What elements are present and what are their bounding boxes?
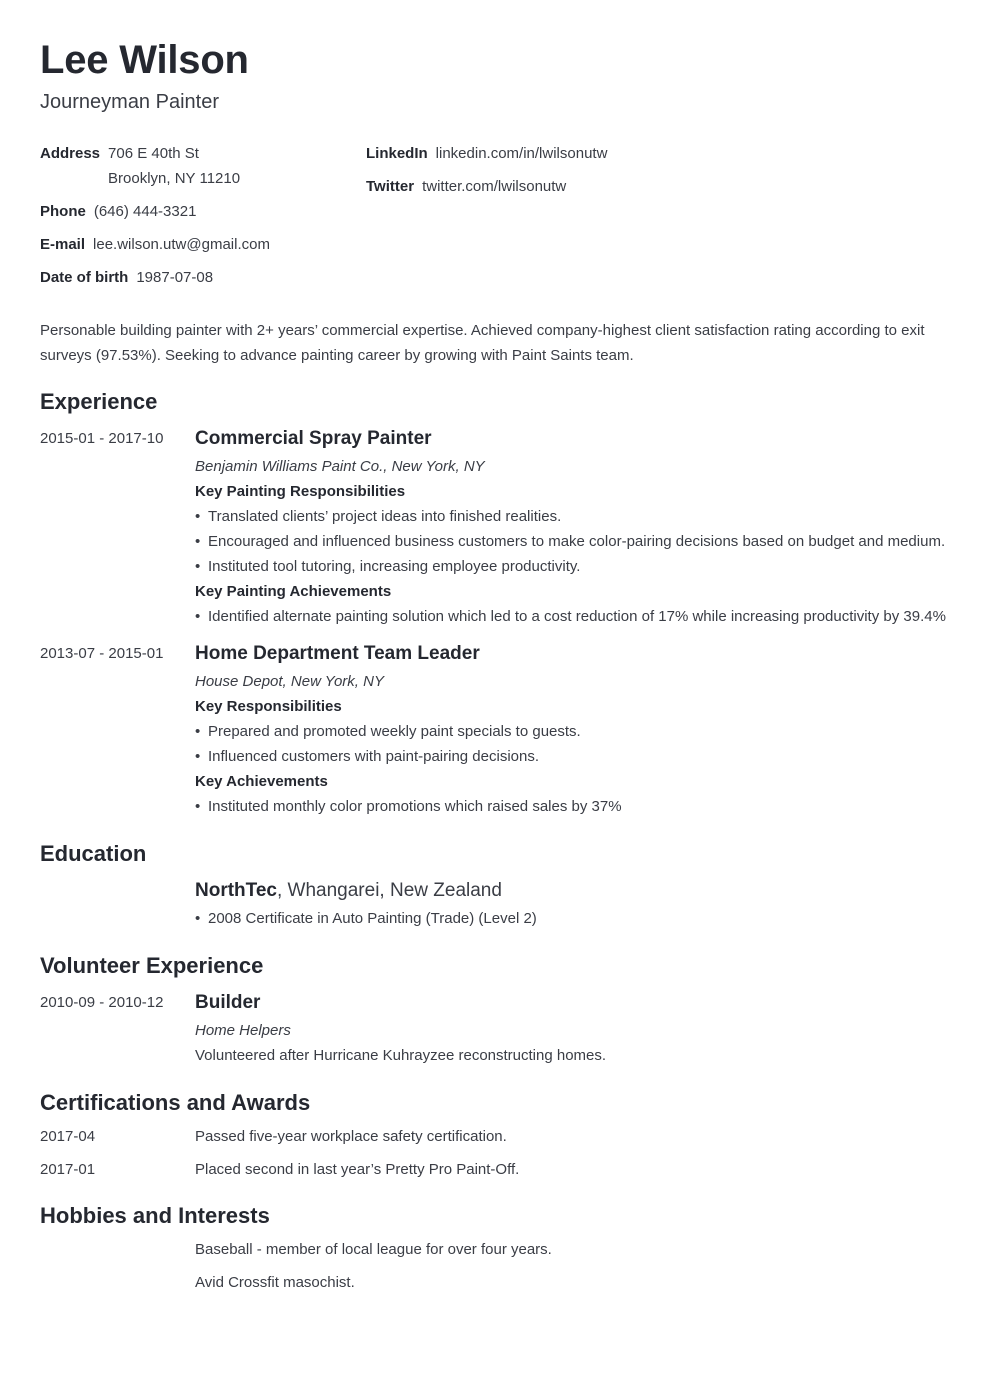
job-dates: 2013-07 - 2015-01 xyxy=(40,645,164,662)
volunteer-description: Volunteered after Hurricane Kuhrayzee reconstructing homes. xyxy=(195,1047,607,1064)
responsibility-item: • Influenced customers with paint-pairing decisions. xyxy=(195,744,960,769)
volunteer-title: Builder xyxy=(195,992,261,1013)
responsibilities-heading: Key Painting Responsibilities xyxy=(195,483,406,500)
hobby-text: Baseball - member of local league for over four years. xyxy=(195,1241,552,1258)
linkedin-label: LinkedIn xyxy=(366,145,428,162)
achievements-heading: Key Achievements xyxy=(195,773,328,790)
contact-email xyxy=(40,232,270,257)
hobbies-heading: Hobbies and Interests xyxy=(40,1203,270,1228)
contact-address xyxy=(40,141,240,191)
education-item: • 2008 Certificate in Auto Painting (Trade) (Level 2) xyxy=(195,906,960,931)
job-dates: 2015-01 - 2017-10 xyxy=(40,430,164,447)
volunteer-org: Home Helpers xyxy=(195,1022,291,1039)
phone-value: (646) 444-3321 xyxy=(93,203,197,220)
responsibility-item: • Translated clients’ project ideas into finished realities. xyxy=(195,504,960,529)
job-company: House Depot, New York, NY xyxy=(195,673,384,690)
email-label: E-mail xyxy=(40,236,86,253)
contact-linkedin xyxy=(366,141,607,166)
job-title: Home Department Team Leader xyxy=(195,643,480,664)
profile-summary: Personable building painter with 2+ years’ commercial expertise. Achieved company-highest client satisfaction rating according to exit surveys (97.53%). Seeking to advance painting career by growing with Paint Saints team. xyxy=(40,322,925,364)
contact-dob xyxy=(40,265,213,290)
job-company: Benjamin Williams Paint Co., New York, NY xyxy=(195,458,485,475)
certification-date: 2017-04 xyxy=(40,1128,96,1145)
achievements-heading: Key Painting Achievements xyxy=(195,583,392,600)
volunteer-dates: 2010-09 - 2010-12 xyxy=(40,994,164,1011)
contact-phone xyxy=(40,199,196,224)
school-line xyxy=(195,880,960,902)
contact-twitter xyxy=(366,174,566,199)
dob-label: Date of birth xyxy=(40,269,129,286)
responsibilities-heading: Key Responsibilities xyxy=(195,698,342,715)
hobby-text: Avid Crossfit masochist. xyxy=(195,1274,355,1291)
phone-label: Phone xyxy=(40,203,86,220)
certification-date: 2017-01 xyxy=(40,1161,96,1178)
certifications-heading: Certifications and Awards xyxy=(40,1090,311,1115)
twitter-value: twitter.com/lwilsonutw xyxy=(422,178,567,195)
certification-text: Passed five-year workplace safety certification. xyxy=(195,1128,507,1145)
certification-text: Placed second in last year’s Pretty Pro Paint-Off. xyxy=(195,1161,520,1178)
job-title: Commercial Spray Painter xyxy=(195,428,432,449)
experience-heading: Experience xyxy=(40,389,158,414)
school-location: , Whangarei, New Zealand xyxy=(276,880,502,901)
school-name: NorthTec xyxy=(195,880,277,901)
dob-value: 1987-07-08 xyxy=(136,269,214,286)
responsibility-item: • Encouraged and influenced business customers to make color-pairing decisions based on budget and medium. xyxy=(195,529,960,554)
responsibility-item: • Prepared and promoted weekly paint specials to guests. xyxy=(195,719,960,744)
candidate-name: Lee Wilson xyxy=(40,38,249,82)
address-label: Address xyxy=(40,145,101,162)
candidate-title: Journeyman Painter xyxy=(40,91,219,113)
education-heading: Education xyxy=(40,841,147,866)
volunteer-heading: Volunteer Experience xyxy=(40,953,264,978)
email-value: lee.wilson.utw@gmail.com xyxy=(93,236,270,253)
twitter-label: Twitter xyxy=(366,178,415,195)
achievement-item: • Identified alternate painting solution which led to a cost reduction of 17% while increasing productivity by 39.4% xyxy=(195,604,960,629)
address-line2: Brooklyn, NY 11210 xyxy=(108,170,241,187)
linkedin-value: linkedin.com/in/lwilsonutw xyxy=(435,145,608,162)
address-line1: 706 E 40th St xyxy=(108,145,199,162)
responsibility-item: • Instituted tool tutoring, increasing employee productivity. xyxy=(195,554,960,579)
achievement-item: • Instituted monthly color promotions which raised sales by 37% xyxy=(195,794,960,819)
